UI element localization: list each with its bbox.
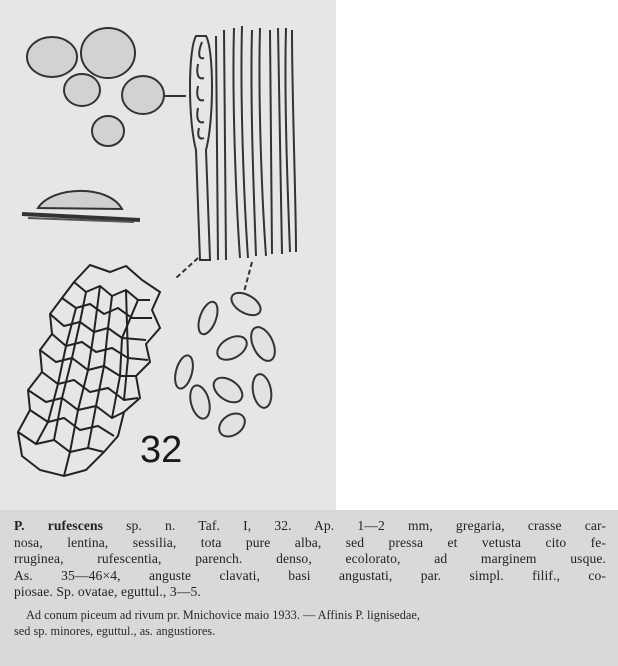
spore-circle (64, 74, 100, 106)
species-name: P. rufescens (14, 518, 104, 533)
ascospores (172, 288, 280, 441)
fungus-drawing (0, 0, 336, 510)
parenchyma-tissue (18, 265, 160, 476)
description-block (0, 510, 618, 666)
figure-number: 32 (140, 429, 183, 471)
description-line-1-text: sp. n. Taf. I, 32. Ap. 1—2 mm, gregaria, crasse car- (126, 518, 607, 533)
description-line-3: rruginea, rufescentia, parench. denso, ecolorato, ad marginem usque. (14, 551, 606, 567)
description-line-1 (14, 518, 606, 535)
spore-circle (92, 116, 124, 146)
spore-cluster (27, 28, 164, 146)
spore-circle (27, 37, 77, 77)
description-line-2: nosa, lentina, sessilia, tota pure alba, sed pressa et vetusta cito fe- (14, 534, 606, 550)
illustration-plate (0, 0, 336, 510)
description-line-4: As. 35—46×4, anguste clavati, basi angustati, par. simpl. filif., co- (14, 567, 606, 583)
species-description (14, 518, 606, 601)
apothecium-section (22, 191, 140, 222)
note-line-2: sed sp. minores, eguttul., as. angustiores. (14, 623, 216, 638)
note-line-1: Ad conum piceum ad rivum pr. Mnichovice maio 1933. — Affinis P. lignisedae, (26, 607, 420, 622)
spore-circle (122, 76, 164, 114)
asci-and-paraphyses (190, 26, 296, 260)
description-line-5: piosae. Sp. ovatae, eguttul., 3—5. (14, 584, 201, 600)
habitat-note (14, 607, 606, 639)
spore-circle (81, 28, 135, 78)
